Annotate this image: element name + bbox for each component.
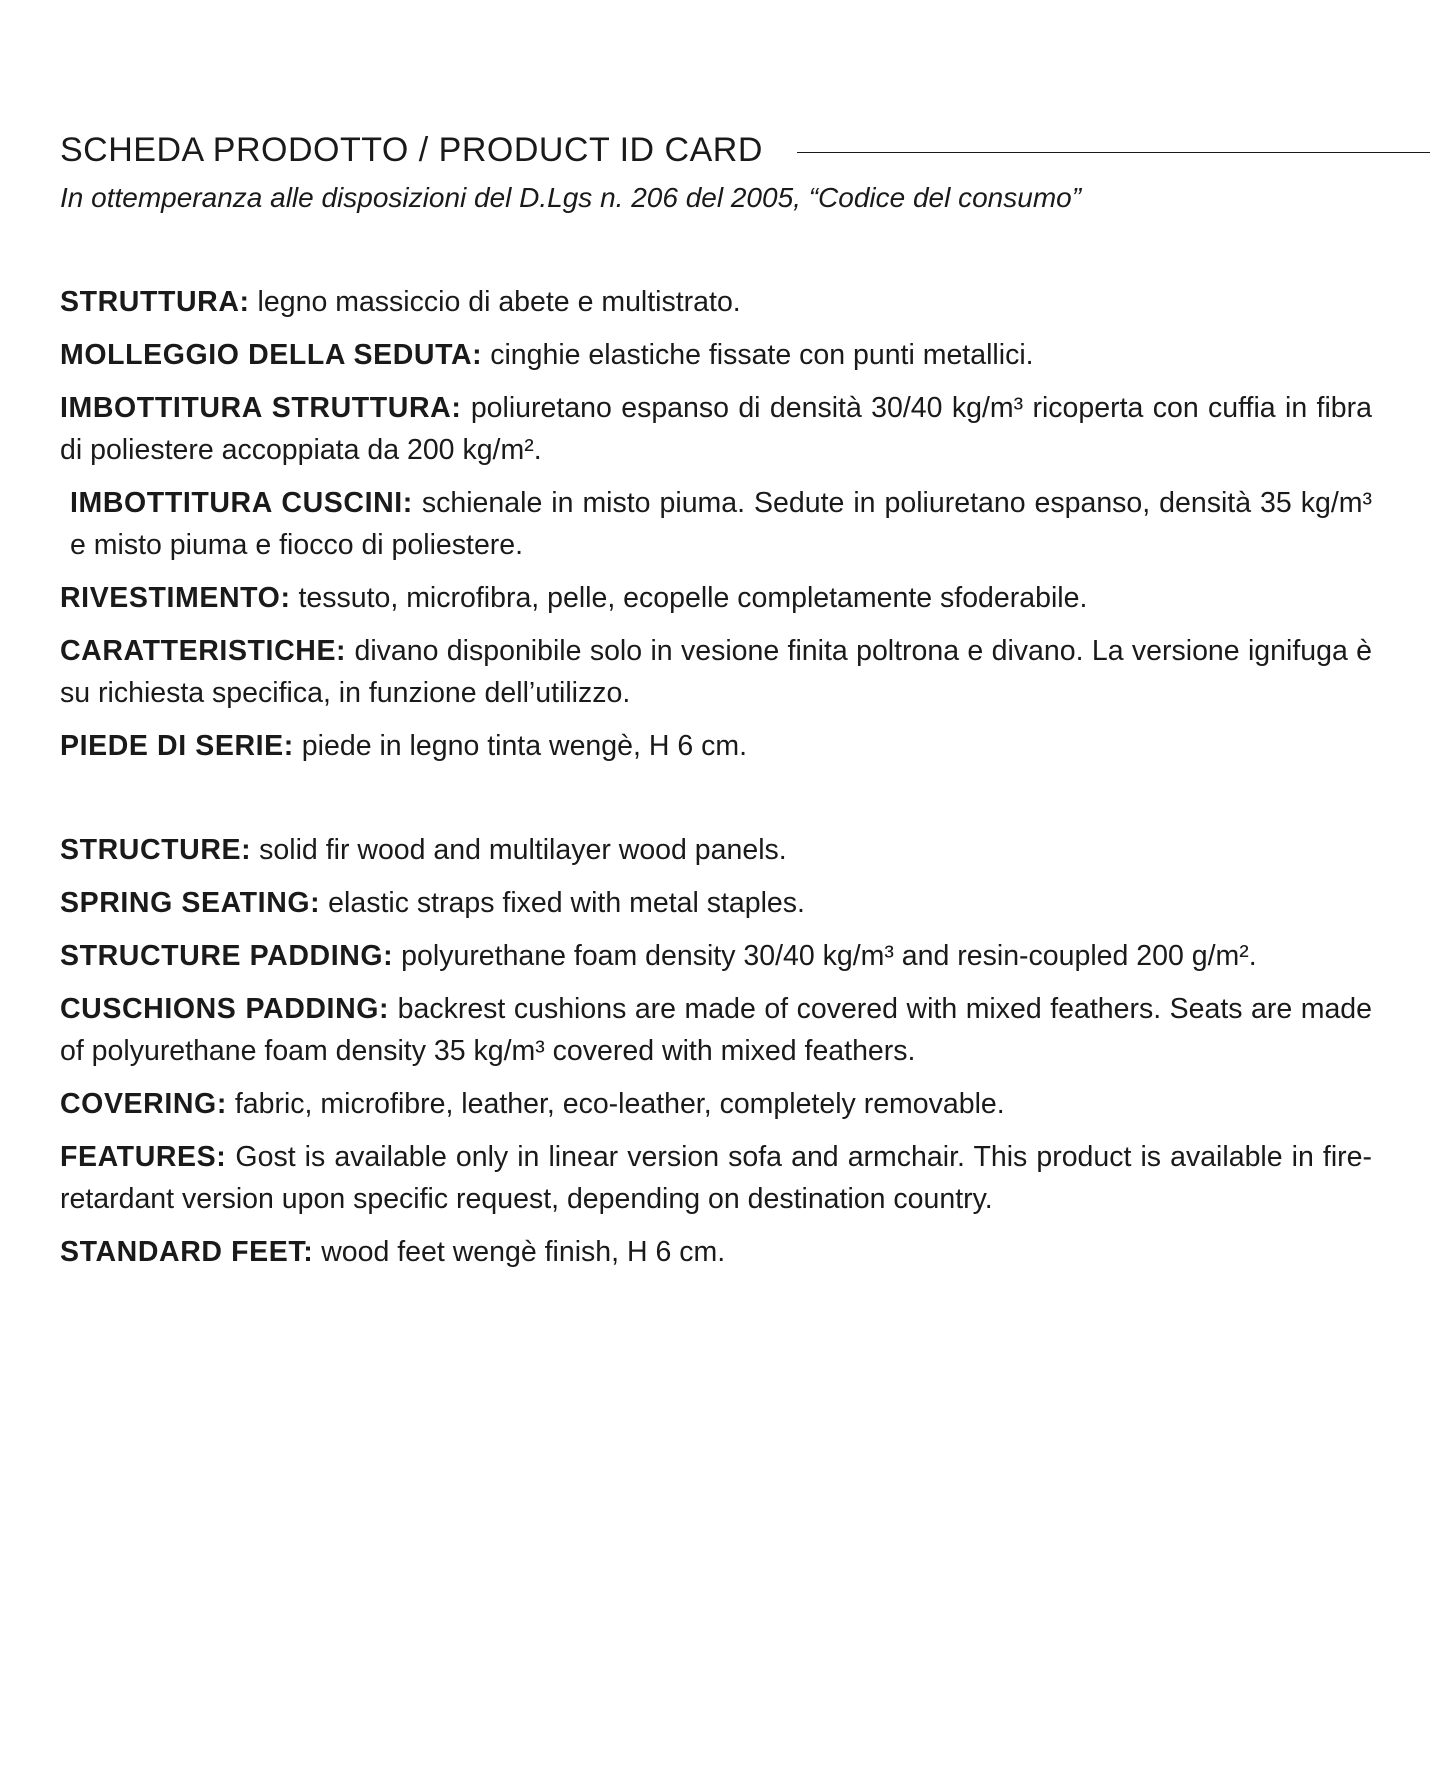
spec-struttura <box>60 281 1372 323</box>
spec-molleggio <box>60 334 1372 376</box>
card-header <box>60 128 1430 214</box>
spec-text: polyurethane foam density 30/40 kg/m³ and resin-coupled 200 g/m². <box>393 940 1257 972</box>
italian-specs <box>60 281 1372 778</box>
spec-label: IMBOTTITURA CUSCINI: <box>70 487 413 519</box>
spec-text: tessuto, microfibra, pelle, ecopelle completamente sfoderabile. <box>290 582 1088 614</box>
spec-covering <box>60 1083 1372 1125</box>
spec-imbottitura-struttura <box>60 387 1372 471</box>
spec-piede-di-serie <box>60 725 1372 767</box>
spec-spring-seating <box>60 882 1372 924</box>
spec-text: piede in legno tinta wengè, H 6 cm. <box>293 730 747 762</box>
spec-label: CARATTERISTICHE: <box>60 635 347 667</box>
title-rule <box>797 152 1430 153</box>
spec-text: cinghie elastiche fissate con punti metallici. <box>482 339 1034 371</box>
spec-imbottitura-cuscini <box>60 482 1372 566</box>
spec-text: legno massiccio di abete e multistrato. <box>249 286 741 318</box>
spec-rivestimento <box>60 577 1372 619</box>
spec-label: SPRING SEATING: <box>60 887 321 919</box>
legal-subtitle: In ottemperanza alle disposizioni del D.Lgs n. 206 del 2005, “Codice del consumo” <box>60 182 1082 213</box>
spec-label: COVERING: <box>60 1088 227 1120</box>
spec-text: backrest cushions are made of covered with mixed feathers. Seats are made of polyurethane foam density 35 kg/m³ covered with mixed feathers. <box>60 993 1372 1067</box>
spec-features <box>60 1136 1372 1220</box>
spec-cushions-padding <box>60 988 1372 1072</box>
title-row <box>60 128 1430 172</box>
spec-standard-feet <box>60 1231 1372 1273</box>
spec-text: schienale in misto piuma. Sedute in poliuretano espanso, densità 35 kg/m³ e misto piuma e fiocco di poliestere. <box>70 487 1372 561</box>
spec-text: solid fir wood and multilayer wood panels. <box>251 834 787 866</box>
spec-label: STRUTTURA: <box>60 286 250 318</box>
spec-label: STRUCTURE PADDING: <box>60 940 394 972</box>
spec-label: RIVESTIMENTO: <box>60 582 291 614</box>
spec-text: fabric, microfibre, leather, eco-leather, completely removable. <box>226 1088 1005 1120</box>
spec-label: PIEDE DI SERIE: <box>60 730 294 762</box>
spec-structure <box>60 829 1372 871</box>
spec-text: elastic straps fixed with metal staples. <box>320 887 805 919</box>
spec-label: MOLLEGGIO DELLA SEDUTA: <box>60 339 483 371</box>
spec-label: CUSCHIONS PADDING: <box>60 993 390 1025</box>
spec-text: poliuretano espanso di densità 30/40 kg/m³ ricoperta con cuffia in fibra di poliestere accoppiata da 200 kg/m². <box>60 392 1372 466</box>
spec-caratteristiche <box>60 630 1372 714</box>
spec-label: STRUCTURE: <box>60 834 252 866</box>
spec-text: Gost is available only in linear version sofa and armchair. This product is available in fire-retardant version upon specific request, depending on destination country. <box>60 1141 1372 1215</box>
page-title: SCHEDA PRODOTTO / PRODUCT ID CARD <box>60 130 763 169</box>
spec-text: divano disponibile solo in vesione finita poltrona e divano. La versione ignifuga è su richiesta specifica, in funzione dell’utilizzo. <box>60 635 1372 709</box>
spec-label: IMBOTTITURA STRUTTURA: <box>60 392 462 424</box>
spec-label: STANDARD FEET: <box>60 1236 314 1268</box>
spec-text: wood feet wengè finish, H 6 cm. <box>313 1236 726 1268</box>
spec-structure-padding <box>60 935 1372 977</box>
spec-label: FEATURES: <box>60 1141 227 1173</box>
english-specs <box>60 829 1372 1284</box>
